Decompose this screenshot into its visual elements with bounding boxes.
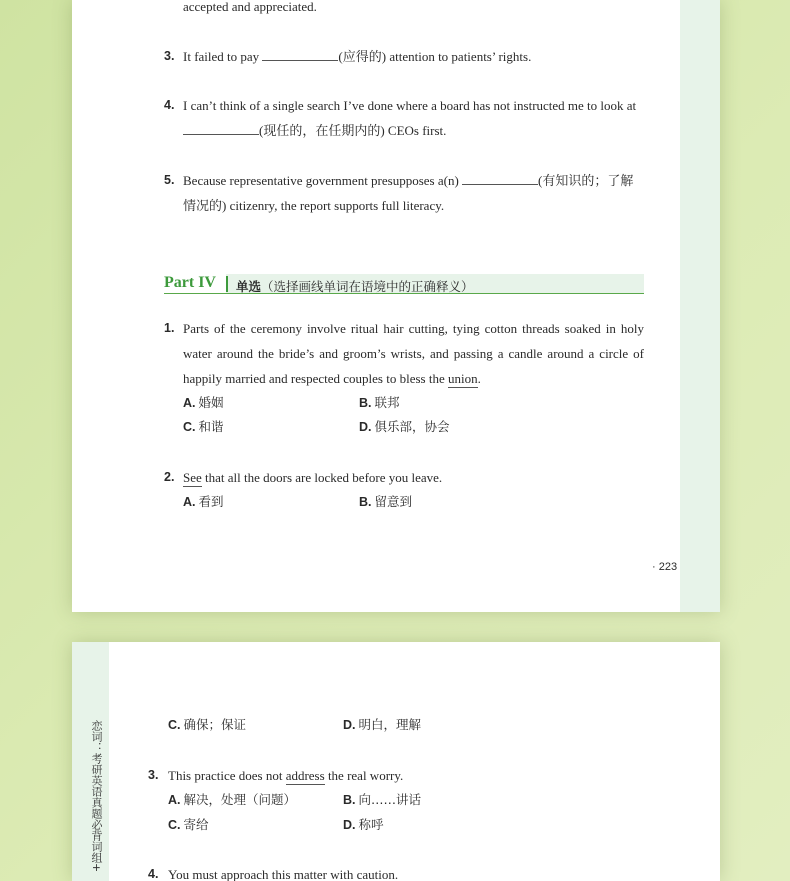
question-number: 4. bbox=[164, 98, 175, 112]
part-title-bold: 单选 bbox=[236, 279, 262, 294]
option-letter: D. bbox=[343, 718, 356, 732]
part-description bbox=[236, 277, 474, 295]
question-number: 3. bbox=[164, 49, 175, 63]
question-5-line1 bbox=[183, 174, 633, 187]
option-c[interactable] bbox=[183, 421, 224, 434]
option-d[interactable] bbox=[359, 421, 450, 434]
continuation-text: accepted and appreciated. bbox=[183, 0, 317, 14]
option-a[interactable] bbox=[183, 397, 224, 410]
question-5-line2: 情况的) citizenry, the report supports full literacy. bbox=[183, 198, 445, 213]
page-side-strip bbox=[680, 0, 720, 612]
option-text: 解决，处理（问题） bbox=[183, 792, 297, 807]
mc-3-after: the real worry. bbox=[327, 768, 404, 783]
mc-1-line3 bbox=[183, 372, 481, 385]
part-divider bbox=[226, 276, 228, 292]
part-label: Part IV bbox=[164, 274, 216, 291]
option-c[interactable] bbox=[168, 819, 209, 832]
mc-1-line3-before: happily married and respected couples to bless the bbox=[183, 371, 445, 386]
option-text: 联邦 bbox=[374, 395, 400, 410]
page-223 bbox=[72, 0, 720, 612]
option-text: 向……讲话 bbox=[358, 792, 422, 807]
option-text: 婚姻 bbox=[198, 395, 224, 410]
part-iv-heading bbox=[164, 274, 644, 294]
mc-1-line2: water around the bride’s and groom’s wrists, and passing a candle around a circle of bbox=[183, 346, 644, 361]
option-text: 留意到 bbox=[374, 494, 413, 509]
question-number: 4. bbox=[148, 867, 159, 881]
question-4-line2 bbox=[183, 124, 446, 137]
option-letter: C. bbox=[183, 420, 196, 434]
option-d[interactable] bbox=[343, 819, 384, 832]
question-4-line1: I can’t think of a single search I’ve done where a board has not instructed me to look at bbox=[183, 98, 637, 113]
question-4-after: (现任的，在任期内的) CEOs first. bbox=[259, 123, 447, 138]
option-letter: D. bbox=[359, 420, 372, 434]
option-text: 俱乐部，协会 bbox=[374, 419, 450, 434]
option-text: 和谐 bbox=[198, 419, 224, 434]
mc-3-before: This practice does not bbox=[168, 768, 283, 783]
option-letter: C. bbox=[168, 818, 181, 832]
option-letter: B. bbox=[359, 396, 372, 410]
option-letter: A. bbox=[183, 495, 196, 509]
answer-blank[interactable] bbox=[462, 184, 538, 185]
mc-2-after: that all the doors are locked before you leave. bbox=[205, 470, 443, 485]
book-title-vertical: 恋词：考研英语真题必背词组+ bbox=[90, 720, 103, 873]
question-5-before: Because representative government presupposes a(n) bbox=[183, 173, 459, 188]
option-b[interactable] bbox=[343, 794, 421, 807]
option-text: 寄给 bbox=[183, 817, 209, 832]
option-letter: B. bbox=[359, 495, 372, 509]
question-3-after: (应得的) attention to patients’ rights. bbox=[338, 49, 532, 64]
option-a[interactable] bbox=[168, 794, 296, 807]
mc-3-text bbox=[168, 769, 403, 782]
option-letter: C. bbox=[168, 718, 181, 732]
option-letter: B. bbox=[343, 793, 356, 807]
mc-2-text bbox=[183, 471, 442, 484]
underlined-word: address bbox=[285, 768, 325, 783]
option-b[interactable] bbox=[359, 496, 412, 509]
underlined-word: union bbox=[447, 371, 478, 386]
option-letter: A. bbox=[168, 793, 181, 807]
mc-1-line3-after: . bbox=[477, 371, 481, 386]
option-text: 明白，理解 bbox=[358, 717, 422, 732]
underlined-word: See bbox=[183, 470, 202, 485]
option-a[interactable] bbox=[183, 496, 224, 509]
option-letter: A. bbox=[183, 396, 196, 410]
page-224 bbox=[72, 642, 720, 881]
option-b[interactable] bbox=[359, 397, 400, 410]
question-number: 1. bbox=[164, 321, 175, 335]
answer-blank[interactable] bbox=[262, 60, 338, 61]
page-number: · 223 bbox=[652, 561, 678, 573]
question-3-text bbox=[183, 50, 531, 63]
answer-blank[interactable] bbox=[183, 134, 259, 135]
option-d[interactable] bbox=[343, 719, 421, 732]
mc-4-text: You must approach this matter with caution. bbox=[168, 867, 399, 881]
question-5-after: (有知识的；了解 bbox=[538, 173, 634, 188]
option-text: 看到 bbox=[198, 494, 224, 509]
part-title-rest: （选择画线单词在语境中的正确释义） bbox=[261, 279, 474, 294]
question-3-before: It failed to pay bbox=[183, 49, 260, 64]
mc-1-line1: Parts of the ceremony involve ritual hair cutting, tying cotton threads soaked in holy bbox=[183, 321, 644, 336]
option-c[interactable] bbox=[168, 719, 246, 732]
option-text: 确保；保证 bbox=[183, 717, 247, 732]
question-number: 3. bbox=[148, 768, 159, 782]
option-text: 称呼 bbox=[358, 817, 384, 832]
question-number: 5. bbox=[164, 173, 175, 187]
option-letter: D. bbox=[343, 818, 356, 832]
question-number: 2. bbox=[164, 470, 175, 484]
